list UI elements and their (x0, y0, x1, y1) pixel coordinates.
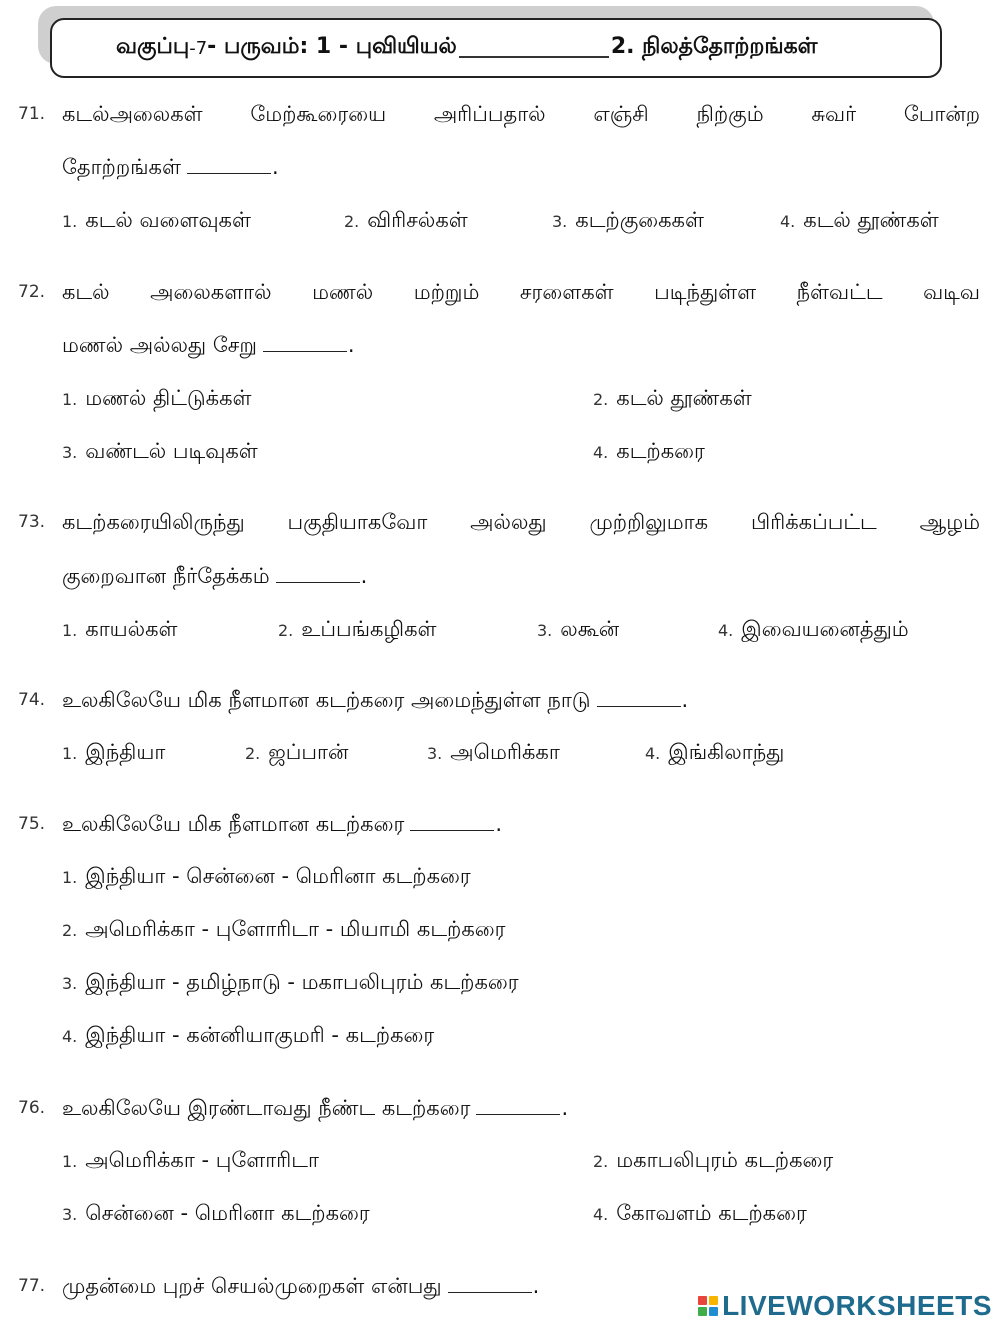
question-text: கடல் அலைகளால் மணல் மற்றும் சரளைகள் படிந்துள்ள நீள்வட்ட வடிவ (62, 280, 980, 304)
option-2[interactable]: 2. உப்பங்கழிகள் (278, 617, 437, 641)
question-number: 77. (18, 1276, 46, 1296)
worksheet-header (50, 18, 942, 78)
brand-text: LIVEWORKSHEETS (722, 1290, 992, 1321)
option-4[interactable]: 4. இங்கிலாந்து (645, 740, 785, 764)
question-text: உலகிலேயே இரண்டாவது நீண்ட கடற்கரை (62, 1096, 471, 1120)
option-1[interactable]: 1. மணல் திட்டுக்கள் (62, 386, 252, 410)
option-2[interactable]: 2. கடல் தூண்கள் (593, 386, 752, 410)
header-blank-line (459, 38, 609, 58)
question-text: கடல்அலைகள் மேற்கூரையை அரிப்பதால் எஞ்சி நிற்கும் சுவர் போன்ற (62, 102, 980, 126)
answer-blank[interactable] (410, 814, 494, 831)
option-4[interactable]: 4. கடற்கரை (593, 439, 705, 463)
logo-square-yellow (709, 1296, 718, 1305)
question-text-cont: மணல் அல்லது சேறு (62, 333, 257, 357)
option-1[interactable]: 1. இந்தியா - சென்னை - மெரினா கடற்கரை (62, 864, 471, 888)
question-number: 72. (18, 282, 46, 302)
header-class-value: -7 (189, 37, 208, 59)
answer-blank[interactable] (448, 1276, 532, 1293)
option-2[interactable]: 2. மகாபலிபுரம் கடற்கரை (593, 1148, 834, 1172)
question-number: 71. (18, 104, 46, 124)
question-number: 73. (18, 512, 46, 532)
option-3[interactable]: 3. லகூன் (537, 617, 620, 641)
question-text: முதன்மை புறச் செயல்முறைகள் என்பது (62, 1274, 442, 1298)
option-2[interactable]: 2. அமெரிக்கா - புளோரிடா - மியாமி கடற்கரை (62, 917, 506, 941)
option-3[interactable]: 3. வண்டல் படிவுகள் (62, 439, 258, 463)
question-text-cont: குறைவான நீர்தேக்கம் (62, 564, 270, 588)
answer-blank[interactable] (476, 1098, 560, 1115)
option-3[interactable]: 3. இந்தியா - தமிழ்நாடு - மகாபலிபுரம் கடற்கரை (62, 970, 519, 994)
option-2[interactable]: 2. ஜப்பான் (245, 740, 349, 764)
option-3[interactable]: 3. கடற்குகைகள் (552, 208, 704, 232)
option-4[interactable]: 4. கடல் தூண்கள் (780, 208, 939, 232)
header-term: - பருவம்: 1 - புவியியல் (207, 34, 457, 59)
question-text-cont: தோற்றங்கள் (62, 155, 181, 179)
logo-square-blue (709, 1307, 718, 1316)
answer-blank[interactable] (187, 157, 271, 174)
option-3[interactable]: 3. அமெரிக்கா (427, 740, 560, 764)
option-1[interactable]: 1. அமெரிக்கா - புளோரிடா (62, 1148, 319, 1172)
liveworksheets-logo[interactable] (698, 1290, 992, 1322)
option-4[interactable]: 4. இவையனைத்தும் (718, 617, 909, 641)
question-number: 76. (18, 1098, 46, 1118)
question-number: 75. (18, 814, 46, 834)
logo-square-red (698, 1296, 707, 1305)
liveworksheets-icon (698, 1296, 718, 1316)
option-1[interactable]: 1. காயல்கள் (62, 617, 178, 641)
answer-blank[interactable] (276, 566, 360, 583)
option-4[interactable]: 4. கோவளம் கடற்கரை (593, 1201, 807, 1225)
option-3[interactable]: 3. சென்னை - மெரினா கடற்கரை (62, 1201, 370, 1225)
option-1[interactable]: 1. கடல் வளைவுகள் (62, 208, 251, 232)
header-class-label: வகுப்பு (116, 34, 190, 59)
answer-blank[interactable] (263, 335, 347, 352)
question-text: உலகிலேயே மிக நீளமான கடற்கரை (62, 812, 405, 836)
question-text: உலகிலேயே மிக நீளமான கடற்கரை அமைந்துள்ள நாடு (62, 688, 591, 712)
question-text: கடற்கரையிலிருந்து பகுதியாகவோ அல்லது முற்றிலுமாக பிரிக்கப்பட்ட ஆழம் (62, 510, 980, 534)
option-1[interactable]: 1. இந்தியா (62, 740, 166, 764)
header-lesson: 2. நிலத்தோற்றங்கள் (610, 34, 818, 59)
option-2[interactable]: 2. விரிசல்கள் (344, 208, 468, 232)
logo-square-green (698, 1307, 707, 1316)
answer-blank[interactable] (597, 690, 681, 707)
question-number: 74. (18, 690, 46, 710)
option-4[interactable]: 4. இந்தியா - கன்னியாகுமரி - கடற்கரை (62, 1023, 435, 1047)
